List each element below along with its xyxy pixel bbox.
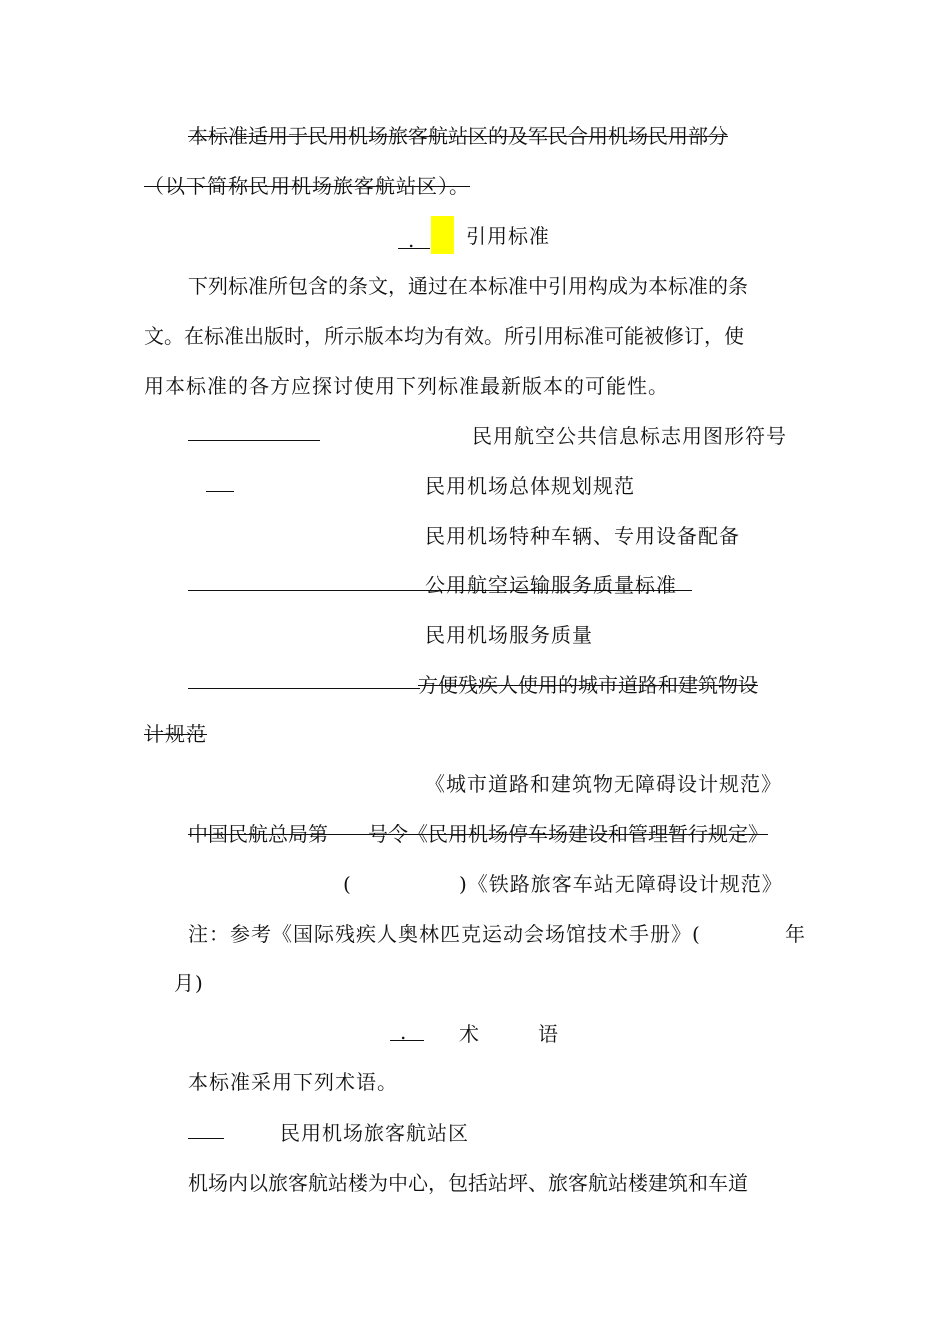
intro-line-2: 文。在标准出版时，所示版本均为有效。所引用标准可能被修订，使	[144, 324, 744, 348]
ref-6-strike-line	[188, 688, 420, 689]
ref-1-code-blank	[188, 440, 320, 441]
terms-intro: 本标准采用下列术语。	[188, 1070, 398, 1094]
ref-item-5: 民用机场服务质量	[425, 623, 593, 647]
ref-item-3: 民用机场特种车辆、专用设备配备	[425, 524, 740, 548]
note-line-2: 月)	[174, 971, 204, 995]
ref-item-6-line-2: 计规范	[144, 722, 207, 746]
note-line-1: 注：参考《国际残疾人奥林匹克运动会场馆技术手册》(	[188, 922, 701, 946]
term-1-title: 民用机场旅客航站区	[280, 1121, 469, 1145]
ref-item-7: 《城市道路和建筑物无障碍设计规范》	[425, 772, 782, 796]
scope-line-2: （以下简称民用机场旅客航站区）。	[144, 174, 470, 198]
section-title-terms-2: 语	[538, 1022, 559, 1046]
term-1-number-blank	[188, 1138, 224, 1139]
ref-2-code-blank	[206, 491, 234, 492]
ref-item-1: 民用航空公共信息标志用图形符号	[472, 424, 787, 448]
ref-item-9: )《铁路旅客车站无障碍设计规范》	[459, 872, 783, 896]
ref-item-4: 公用航空运输服务质量标准	[425, 573, 677, 597]
highlight-marker	[431, 216, 454, 254]
ref-item-6-line-1: 方便残疾人使用的城市道路和建筑物设	[418, 673, 758, 697]
scope-line-1: 本标准适用于民用机场旅客航站区的及军民合用机场民用部分	[188, 124, 728, 148]
section-title-terms-1: 术	[459, 1022, 480, 1046]
intro-line-1: 下列标准所包含的条文，通过在本标准中引用构成为本标准的条	[188, 274, 748, 298]
section-number: .	[408, 228, 416, 252]
section-title-references: 引用标准	[466, 224, 550, 248]
ref-item-2: 民用机场总体规划规范	[425, 474, 635, 498]
note-year: 年	[785, 922, 806, 946]
ref-item-9-open-paren: (	[343, 872, 352, 896]
intro-line-3: 用本标准的各方应探讨使用下列标准最新版本的可能性。	[144, 374, 669, 398]
term-1-definition: 机场内以旅客航站楼为中心，包括站坪、旅客航站楼建筑和车道	[188, 1171, 748, 1195]
section-3-number: .	[400, 1020, 408, 1044]
ref-item-8: 中国民航总局第 号令《民用机场停车场建设和管理暂行规定》	[188, 822, 768, 846]
